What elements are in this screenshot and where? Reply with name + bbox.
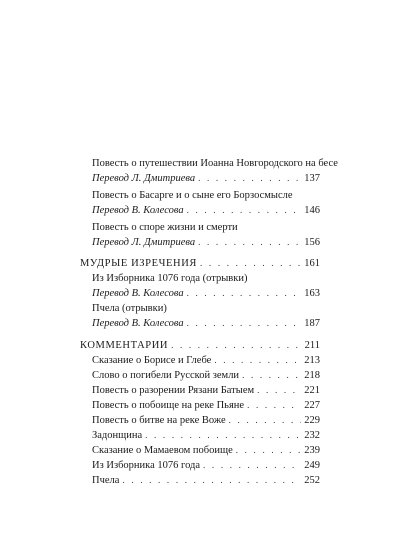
toc-leader-dots [145,427,301,443]
toc-leader-dots [200,255,301,271]
toc-entry-title: Повесть о побоище на реке Пьяне [92,400,245,411]
toc-entry [80,412,320,428]
toc-entry [80,397,320,413]
toc-leader-dots [171,337,301,353]
toc-entry [80,427,320,443]
toc-entry-title: Слово о погибели Русской земли [92,370,240,381]
toc-entry [80,382,320,398]
toc-entry-translator: Перевод В. Колесова [92,205,184,216]
toc-entry-title: Сказание о Мамаевом побоище [92,445,233,456]
toc-page-number: 213 [304,355,320,366]
toc-leader-dots [236,442,301,458]
toc-section [80,255,320,271]
toc-entry [80,202,320,218]
toc-section-title: МУДРЫЕ ИЗРЕЧЕНИЯ [80,258,198,269]
toc-entry-translator: Перевод Л. Дмитриева [92,237,196,248]
toc-section [80,337,320,353]
toc-entry [80,442,320,458]
toc-section-title: КОММЕНТАРИИ [80,340,169,351]
toc-page-number: 227 [304,400,320,411]
toc-entry [80,155,338,171]
toc-entry [80,170,320,186]
toc-page-number: 239 [304,445,320,456]
toc-page-number: 211 [304,340,320,351]
toc-page-number: 229 [304,415,320,426]
toc-leader-dots [198,170,301,186]
toc-entry-title: Пчела (отрывки) [92,303,167,314]
toc-entry-translator: Перевод В. Колесова [92,288,184,299]
toc-entry [80,472,320,488]
toc-entry-title: Сказание о Борисе и Глебе [92,355,212,366]
toc-leader-dots [187,202,301,218]
toc-entry [80,219,320,235]
toc-entry-translator: Перевод В. Колесова [92,318,184,329]
toc-entry [80,187,320,203]
toc-page-number: 163 [304,288,320,299]
toc-page-number: 218 [304,370,320,381]
toc-entry-title: Повесть о путешествии Иоанна Новгородского на бесе [92,158,338,169]
toc-page-number: 137 [304,173,320,184]
toc-leader-dots [247,397,301,413]
toc-leader-dots [122,472,301,488]
toc-page-number: 146 [304,205,320,216]
toc-leader-dots [229,412,301,428]
toc-page-number: 252 [304,475,320,486]
toc-entry [80,367,320,383]
toc-page-number: 232 [304,430,320,441]
toc-leader-dots [187,315,301,331]
toc-entry [80,457,320,473]
toc-entry-title: Из Изборника 1076 года [92,460,201,471]
toc-leader-dots [198,234,301,250]
toc-page-number: 156 [304,237,320,248]
toc-leader-dots [214,352,301,368]
toc-entry-title: Из Изборника 1076 года (отрывки) [92,273,248,284]
toc-page-number: 187 [304,318,320,329]
toc-leader-dots [242,367,301,383]
toc-entry-translator: Перевод Л. Дмитриева [92,173,196,184]
toc-leader-dots [257,382,301,398]
toc-entry [80,315,320,331]
toc-entry-title: Повесть о разорении Рязани Батыем [92,385,255,396]
toc-page-number: 161 [304,258,320,269]
toc-entry-title: Повесть о Басарге и о сыне его Борзосмысле [92,190,293,201]
toc-leader-dots [187,285,301,301]
toc-entry-title: Повесть о споре жизни и смерти [92,222,238,233]
toc-entry [80,352,320,368]
toc-entry [80,285,320,301]
toc-page-number: 249 [304,460,320,471]
toc-entry [80,234,320,250]
toc-entry-title: Пчела [92,475,120,486]
toc-leader-dots [203,457,301,473]
toc-entry [80,300,320,316]
toc-entry-title: Задонщина [92,430,143,441]
toc-page-number: 221 [304,385,320,396]
toc-entry-title: Повесть о битве на реке Воже [92,415,226,426]
toc-entry [80,270,320,286]
